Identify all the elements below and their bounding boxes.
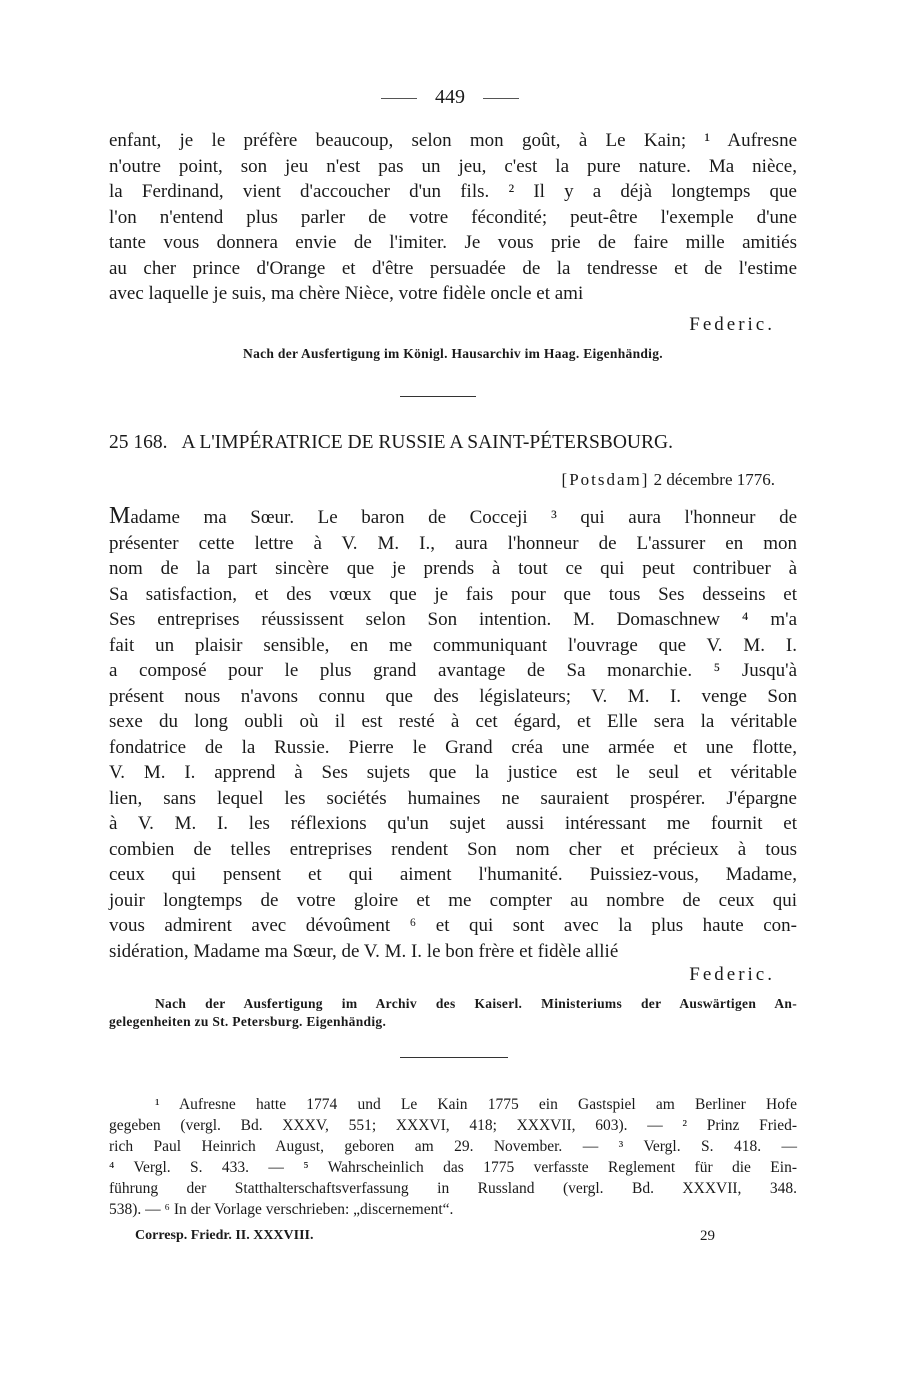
footnote-line: ⁴ Vergl. S. 433. — ⁵ Wahrscheinlich das 1775 verfasste Reglement für die Ein- [109, 1159, 797, 1176]
page-number: 449 [435, 86, 465, 108]
footer-signature-mark: 29 [700, 1228, 715, 1244]
source-line: gelegenheiten zu St. Petersburg. Eigenhändig. [109, 1014, 387, 1029]
text-line: présent nous n'avons connu que des législateurs; V. M. I. venge Son [109, 685, 797, 707]
text-line: tante vous donnera envie de l'imiter. Je vous prie de faire mille amitiés [109, 232, 797, 253]
dateline-place: [Potsdam] [561, 470, 650, 489]
text-line: vous admirent avec dévoûment ⁶ et qui sont avec la plus haute con- [109, 915, 797, 936]
text-line: avec laquelle je suis, ma chère Nièce, votre fidèle oncle et ami [109, 283, 584, 304]
text-line: Ses entreprises réussissent selon Son intention. M. Domaschnew ⁴ m'a [109, 609, 797, 630]
letter-body [109, 504, 797, 964]
signature: Federic. [689, 964, 775, 985]
footer-volume: Corresp. Friedr. II. XXXVIII. [135, 1228, 314, 1243]
text-line: combien de telles entreprises rendent Son nom cher et précieux à tous [109, 838, 797, 860]
header-rule-right [483, 98, 519, 99]
footnote-line: führung der Statthalterschaftsverfassung in Russland (vergl. Bd. XXXVII, 348. [109, 1180, 797, 1197]
dateline [562, 470, 775, 490]
text-line: jouir longtemps de votre gloire et me compter au nombre de ceux qui [109, 889, 797, 911]
text-line: ceux qui pensent et qui aiment l'humanité. Puissiez-vous, Madame, [109, 864, 797, 885]
page-header [0, 86, 900, 109]
opening-paragraph [109, 128, 797, 307]
footnote-divider [400, 1057, 508, 1058]
letter-heading [109, 432, 797, 454]
text-line: a composé pour le plus grand avantage de Sa monarchie. ⁵ Jusqu'à [109, 660, 797, 681]
text-line: enfant, je le préfère beaucoup, selon mon goût, à Le Kain; ¹ Aufresne [109, 130, 797, 151]
signature: Federic. [689, 314, 775, 335]
text-line: présenter cette lettre à V. M. I., aura l'honneur de L'assurer en mon [109, 532, 797, 554]
section-divider [400, 396, 476, 397]
footnote-line: ¹ Aufresne hatte 1774 und Le Kain 1775 ein Gastspiel am Berliner Hofe [155, 1096, 797, 1113]
source-note [109, 995, 797, 1031]
text-line: l'on n'entend plus parler de votre fécondité; peut-être l'exemple d'une [109, 206, 797, 228]
footnotes [109, 1094, 797, 1220]
source-note: Nach der Ausfertigung im Königl. Hausarchiv im Haag. Eigenhändig. [243, 346, 663, 361]
initial-letter: M [109, 503, 131, 529]
dateline-date: 2 décembre 1776. [653, 470, 775, 489]
text-line [109, 504, 797, 531]
source-line: Nach der Ausfertigung im Archiv des Kaiserl. Ministeriums der Auswärtigen An- [155, 996, 797, 1011]
text-line: lien, sans lequel les sociétés humaines ne sauraient prospérer. J'épargne [109, 787, 797, 809]
page-footer [135, 1228, 715, 1245]
text-line: à V. M. I. les réflexions qu'un sujet aussi intéressant me fournit et [109, 813, 797, 834]
text-line: au cher prince d'Orange et d'être persuadée de la tendresse et de l'estime [109, 257, 797, 279]
letter-number: 25 168. [109, 432, 168, 453]
footnote-line: gegeben (vergl. Bd. XXXV, 551; XXXVI, 418; XXXVII, 603). — ² Prinz Fried- [109, 1117, 797, 1134]
text-line: fait un plaisir sensible, en me communiquant l'ouvrage que V. M. I. [109, 634, 797, 656]
letter-title: A L'IMPÉRATRICE DE RUSSIE A SAINT-PÉTERSBOURG. [181, 432, 673, 453]
footnote-line: 538). — ⁶ In der Vorlage verschrieben: „discernement“. [109, 1201, 454, 1218]
text-line: fondatrice de la Russie. Pierre le Grand créa une armée et une flotte, [109, 736, 797, 758]
text-line: n'outre point, son jeu n'est pas un jeu, c'est la pure nature. Ma nièce, [109, 155, 797, 177]
header-rule-left [381, 98, 417, 99]
text-line: Sa satisfaction, et des vœux que je fais pour que tous Ses desseins et [109, 583, 797, 605]
text-line: V. M. I. apprend à Ses sujets que la justice est le seul et véritable [109, 762, 797, 783]
text-line: nom de la part sincère que je prends à tout ce qui peut contribuer à [109, 558, 797, 579]
first-line-text: adame ma Sœur. Le baron de Cocceji ³ qui aura l'honneur de [130, 507, 797, 528]
text-line: la Ferdinand, vient d'accoucher d'un fils. ² Il y a déjà longtemps que [109, 181, 797, 202]
footnote-line: rich Paul Heinrich August, geboren am 29. November. — ³ Vergl. S. 418. — [109, 1138, 797, 1155]
text-line: sidération, Madame ma Sœur, de V. M. I. le bon frère et fidèle allié [109, 940, 619, 962]
text-line: sexe du long oubli où il est resté à cet égard, et Elle sera la véritable [109, 711, 797, 732]
